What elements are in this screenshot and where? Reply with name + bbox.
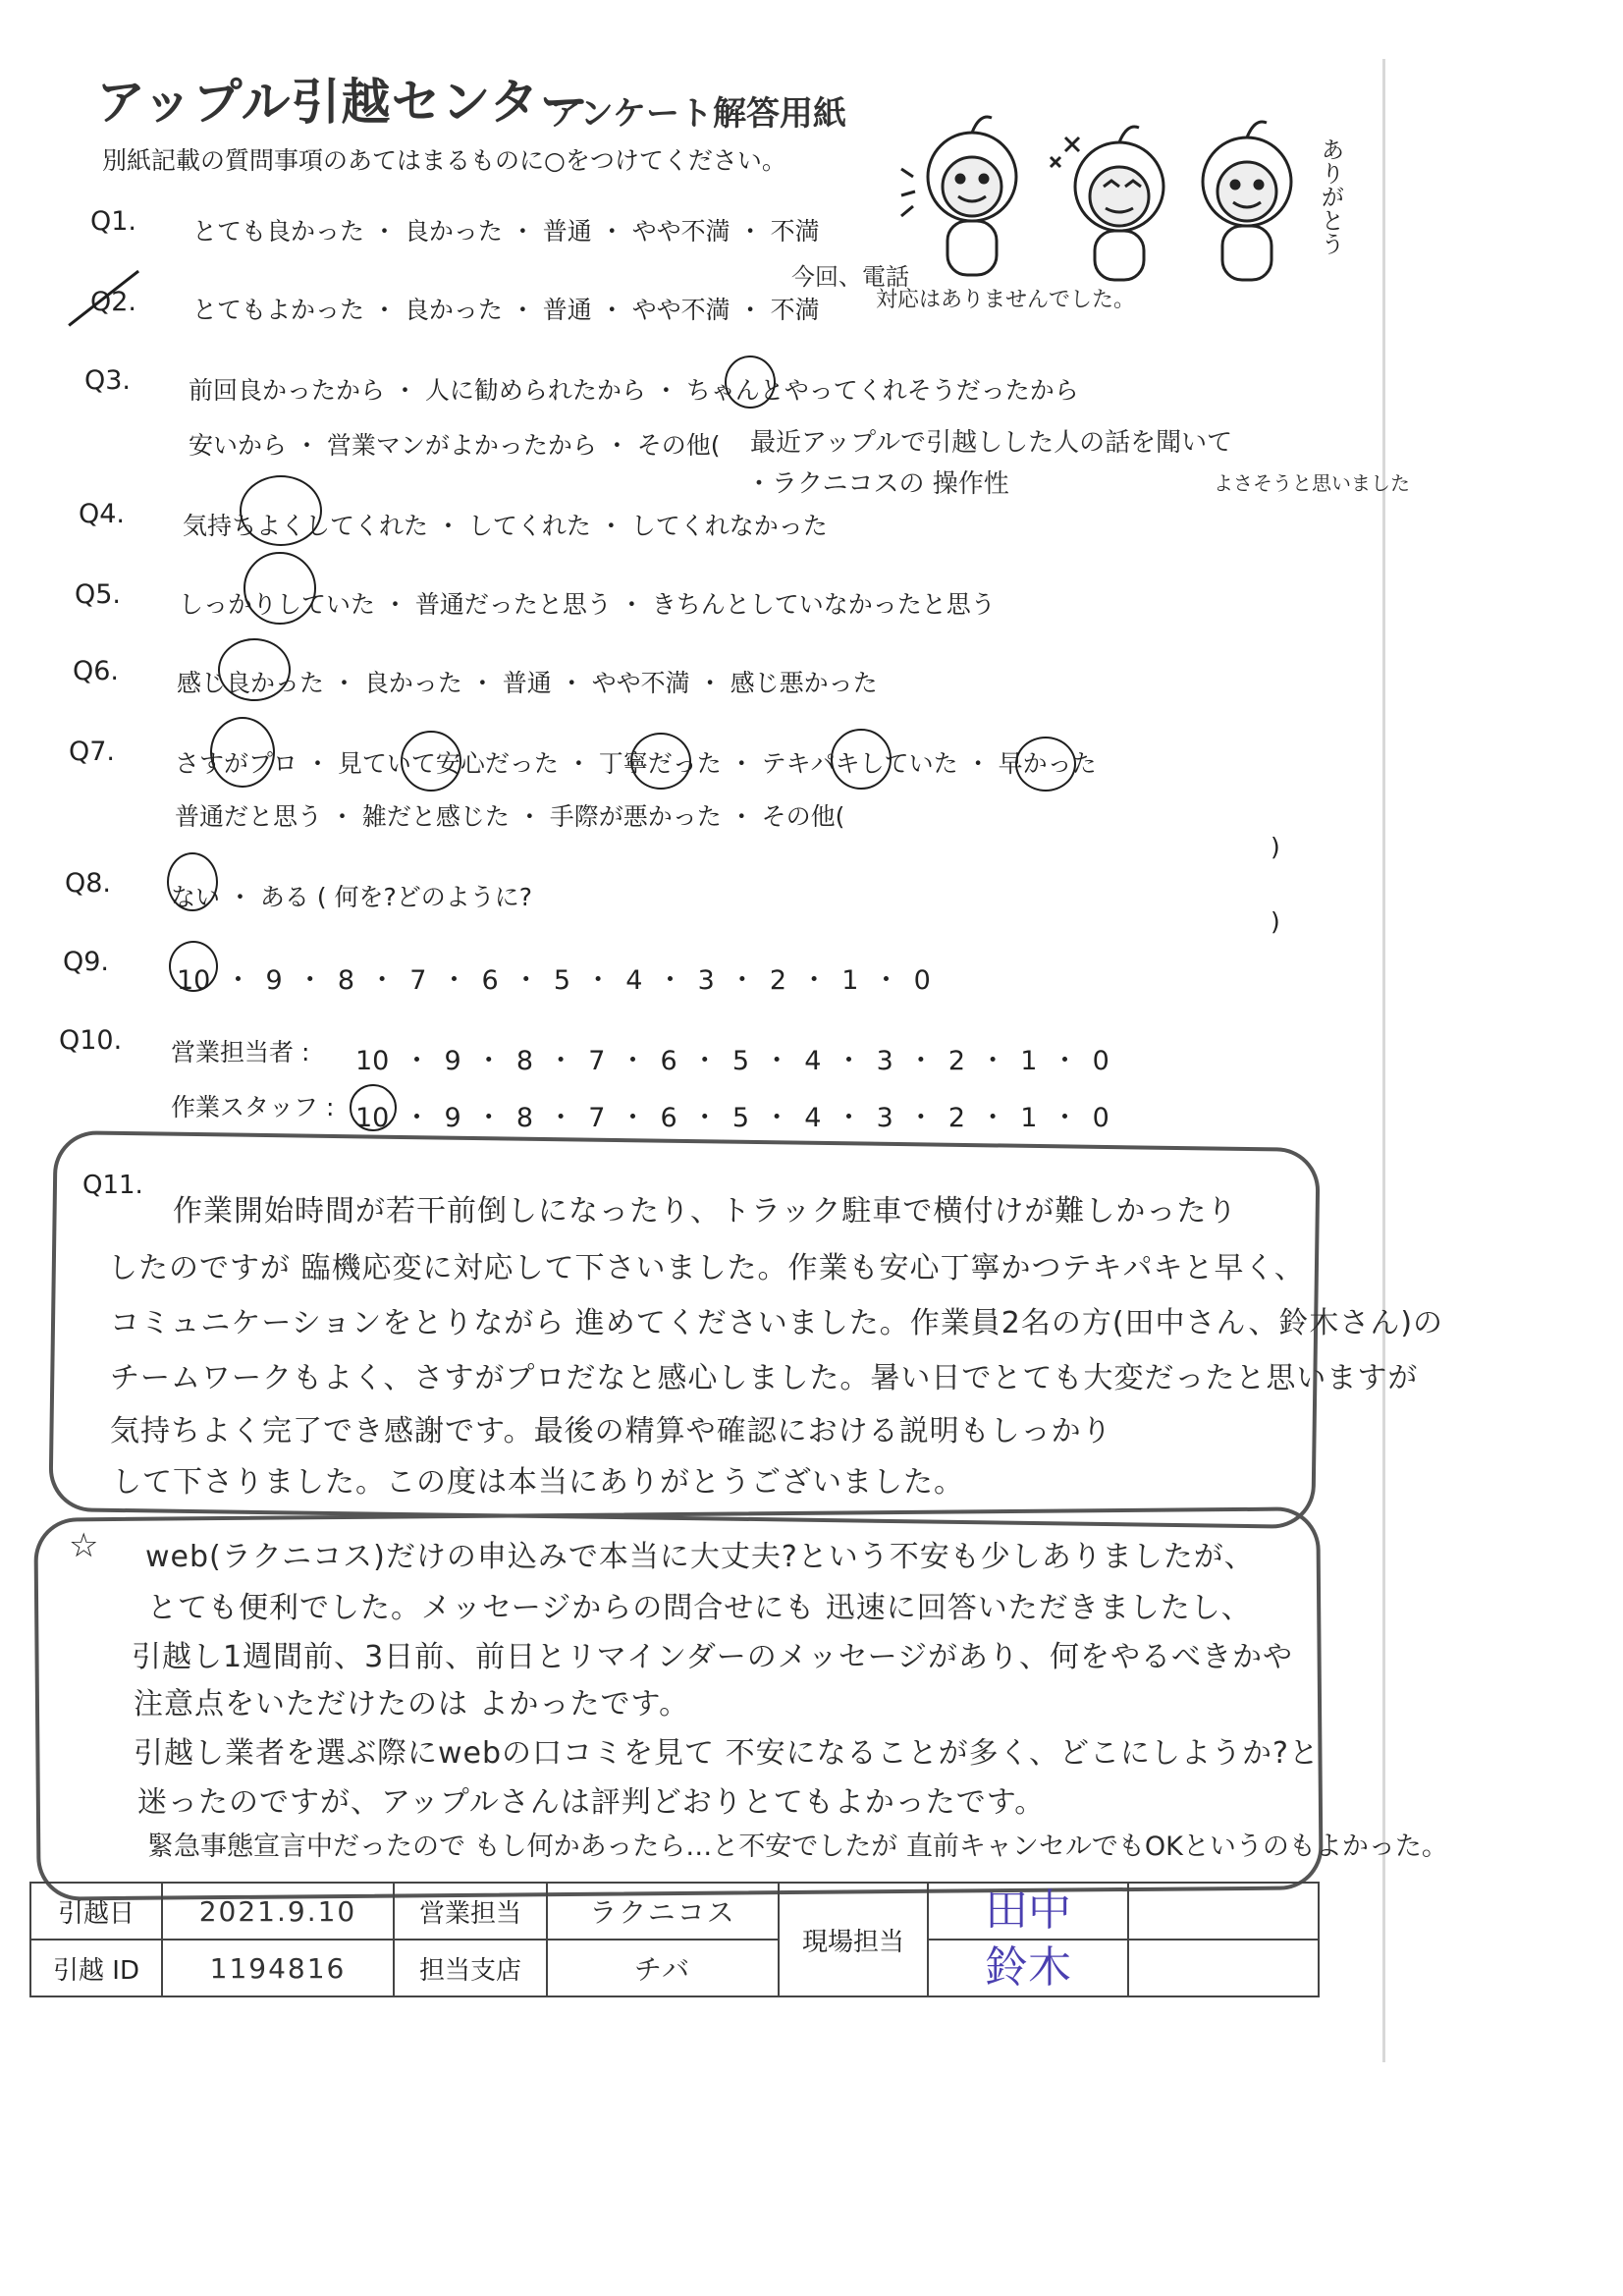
q4-label: Q4. bbox=[79, 499, 126, 529]
star-comment-line-7: 緊急事態宣言中だったので もし何かあったら…と不安でしたが 直前キャンセルでもOKというのもよかった。 bbox=[147, 1831, 1448, 1862]
q11-line-4: チームワークもよく、さすがプロだなと感心しました。暑い日でとても大変だったと思いますが bbox=[110, 1361, 1419, 1395]
q7-circle-sasuga-pro bbox=[210, 717, 275, 788]
q7-label: Q7. bbox=[69, 737, 116, 767]
q4-options[interactable]: 気持ちよくしてくれた ・ してくれた ・ してくれなかった bbox=[183, 512, 828, 540]
q2-note-line2: 対応はありませんでした。 bbox=[876, 288, 1136, 312]
q1-label: Q1. bbox=[90, 206, 137, 237]
q5-label: Q5. bbox=[75, 579, 122, 610]
monkey-icon bbox=[1051, 127, 1163, 280]
q9-label: Q9. bbox=[63, 947, 110, 977]
paper-edge bbox=[1382, 59, 1385, 2062]
q3-label: Q3. bbox=[84, 365, 132, 396]
instruction-text: 別紙記載の質問事項のあてはまるものに○をつけてください。 bbox=[102, 146, 786, 175]
q11-line-2: したのですが 臨機応変に対応して下さいました。作業も安心丁寧かつテキパキと早く、 bbox=[108, 1251, 1305, 1285]
branch-label: 担当支店 bbox=[394, 1940, 547, 1996]
q3-other-line3: よさそうと思いました bbox=[1214, 471, 1410, 495]
star-comment-line-3: 引越し1週間前、3日前、前日とリマインダーのメッセージがあり、何をやるべきかや bbox=[132, 1640, 1293, 1674]
q9-scale[interactable]: 10 ・ 9 ・ 8 ・ 7 ・ 6 ・ 5 ・ 4 ・ 3 ・ 2 ・ 1 ・ 0 bbox=[177, 965, 931, 996]
q11-line-3: コミュニケーションをとりながら 進めてくださいました。作業員2名の方(田中さん、鈴木さん)の bbox=[110, 1306, 1444, 1340]
q5-selection-circle bbox=[243, 552, 316, 625]
q3-other-line1: 最近アップルで引越しした人の話を聞いて bbox=[750, 428, 1233, 458]
monkey-icon bbox=[1203, 122, 1291, 280]
q5-options[interactable]: しっかりしていた ・ 普通だったと思う ・ きちんとしていなかったと思う bbox=[179, 590, 996, 619]
q8-paren-close: ) bbox=[1271, 907, 1280, 936]
moving-info-table bbox=[29, 1882, 1320, 1997]
q2-note-line1: 今回、電話 bbox=[791, 263, 909, 291]
star-icon: ☆ bbox=[69, 1526, 99, 1565]
q7-circle-anshin bbox=[401, 731, 461, 792]
q8-options[interactable]: ない ・ ある ( 何を?どのように? bbox=[171, 883, 533, 911]
q7-circle-hayakatta bbox=[1015, 737, 1076, 792]
q10-staff-scale[interactable]: 10 ・ 9 ・ 8 ・ 7 ・ 6 ・ 5 ・ 4 ・ 3 ・ 2 ・ 1 ・ 0 bbox=[355, 1103, 1109, 1133]
q6-options[interactable]: 感じ良かった ・ 良かった ・ 普通 ・ やや不満 ・ 感じ悪かった bbox=[177, 669, 878, 697]
q6-selection-circle bbox=[218, 638, 291, 701]
monkey-icon bbox=[901, 117, 1016, 275]
q2-label: Q2. bbox=[90, 287, 137, 317]
site-staff-1: 田中 bbox=[928, 1883, 1128, 1940]
q3-other-line2: ・ラクニコスの 操作性 bbox=[746, 469, 1009, 499]
q10-staff-selection-circle bbox=[350, 1084, 397, 1131]
mascot-thanks-text: ありがとう bbox=[1317, 137, 1344, 255]
site-staff-label: 現場担当 bbox=[779, 1883, 928, 1996]
q8-label: Q8. bbox=[65, 868, 112, 899]
mascot-illustration bbox=[893, 98, 1345, 295]
q3-options-line2[interactable]: 安いから ・ 営業マンがよかったから ・ その他( bbox=[189, 431, 721, 460]
star-comment-line-4: 注意点をいただけたのは よかったです。 bbox=[134, 1687, 690, 1722]
q3-options-line1[interactable]: 前回良かったから ・ 人に勧められたから ・ ちゃんとやってくれそうだったから bbox=[189, 376, 1079, 405]
sales-rep-label: 営業担当 bbox=[394, 1883, 547, 1940]
q7-options-line1[interactable]: さすがプロ ・ 見ていて安心だった ・ 丁寧だった ・ テキパキしていた ・ 早かった bbox=[175, 749, 1097, 778]
q1-options[interactable]: とても良かった ・ 良かった ・ 普通 ・ やや不満 ・ 不満 bbox=[192, 217, 820, 246]
moving-date-value: 2021.9.10 bbox=[162, 1883, 394, 1940]
q7-circle-teinei bbox=[630, 733, 691, 790]
star-comment-line-2: とても便利でした。メッセージからの問合せにも 迅速に回答いただきましたし、 bbox=[147, 1591, 1252, 1625]
star-comment-line-6: 迷ったのですが、アップルさんは評判どおりとてもよかったです。 bbox=[137, 1785, 1046, 1820]
empty-cell bbox=[1128, 1883, 1319, 1940]
q10-sales-scale[interactable]: 10 ・ 9 ・ 8 ・ 7 ・ 6 ・ 5 ・ 4 ・ 3 ・ 2 ・ 1 ・ 0 bbox=[355, 1046, 1109, 1076]
q11-line-5: 気持ちよく完了でき感謝です。最後の精算や確認における説明もしっかり bbox=[110, 1414, 1112, 1449]
sales-rep-value: ラクニコス bbox=[547, 1883, 779, 1940]
q11-line-6: して下さりました。この度は本当にありがとうございました。 bbox=[112, 1465, 964, 1500]
moving-id-label: 引越 ID bbox=[30, 1940, 162, 1996]
moving-date-label: 引越日 bbox=[30, 1883, 162, 1940]
q11-label: Q11. bbox=[82, 1171, 143, 1200]
q4-selection-circle bbox=[240, 475, 322, 546]
q10-staff-label: 作業スタッフ : bbox=[171, 1093, 335, 1121]
empty-cell bbox=[1128, 1940, 1319, 1996]
branch-value: チバ bbox=[547, 1940, 779, 1996]
q8-selection-circle bbox=[167, 852, 218, 911]
star-comment-line-1: web(ラクニコス)だけの申込みで本当に大丈夫?という不安も少しありましたが、 bbox=[145, 1540, 1255, 1574]
q2-options[interactable]: とてもよかった ・ 良かった ・ 普通 ・ やや不満 ・ 不満 bbox=[192, 296, 820, 324]
q10-sales-label: 営業担当者 : bbox=[171, 1038, 310, 1066]
q7-paren-close: ) bbox=[1271, 833, 1280, 861]
q3-selection-circle bbox=[725, 355, 776, 409]
star-comment-line-5: 引越し業者を選ぶ際にwebの口コミを見て 不安になることが多く、どこにしようか?と bbox=[134, 1736, 1320, 1771]
q10-label: Q10. bbox=[59, 1025, 123, 1056]
q7-circle-tekipaki bbox=[831, 729, 892, 790]
q9-selection-circle bbox=[169, 941, 218, 992]
q7-options-line2[interactable]: 普通だと思う ・ 雑だと感じた ・ 手際が悪かった ・ その他( bbox=[175, 802, 845, 831]
form-subtitle: アンケート解答用紙 bbox=[548, 94, 846, 134]
moving-id-value: 1194816 bbox=[162, 1940, 394, 1996]
site-staff-2: 鈴木 bbox=[928, 1940, 1128, 1996]
q11-line-1: 作業開始時間が若干前倒しになったり、トラック駐車で横付けが難しかったり bbox=[173, 1194, 1238, 1229]
q6-label: Q6. bbox=[73, 656, 120, 686]
company-title: アップル引越センター bbox=[96, 74, 590, 131]
